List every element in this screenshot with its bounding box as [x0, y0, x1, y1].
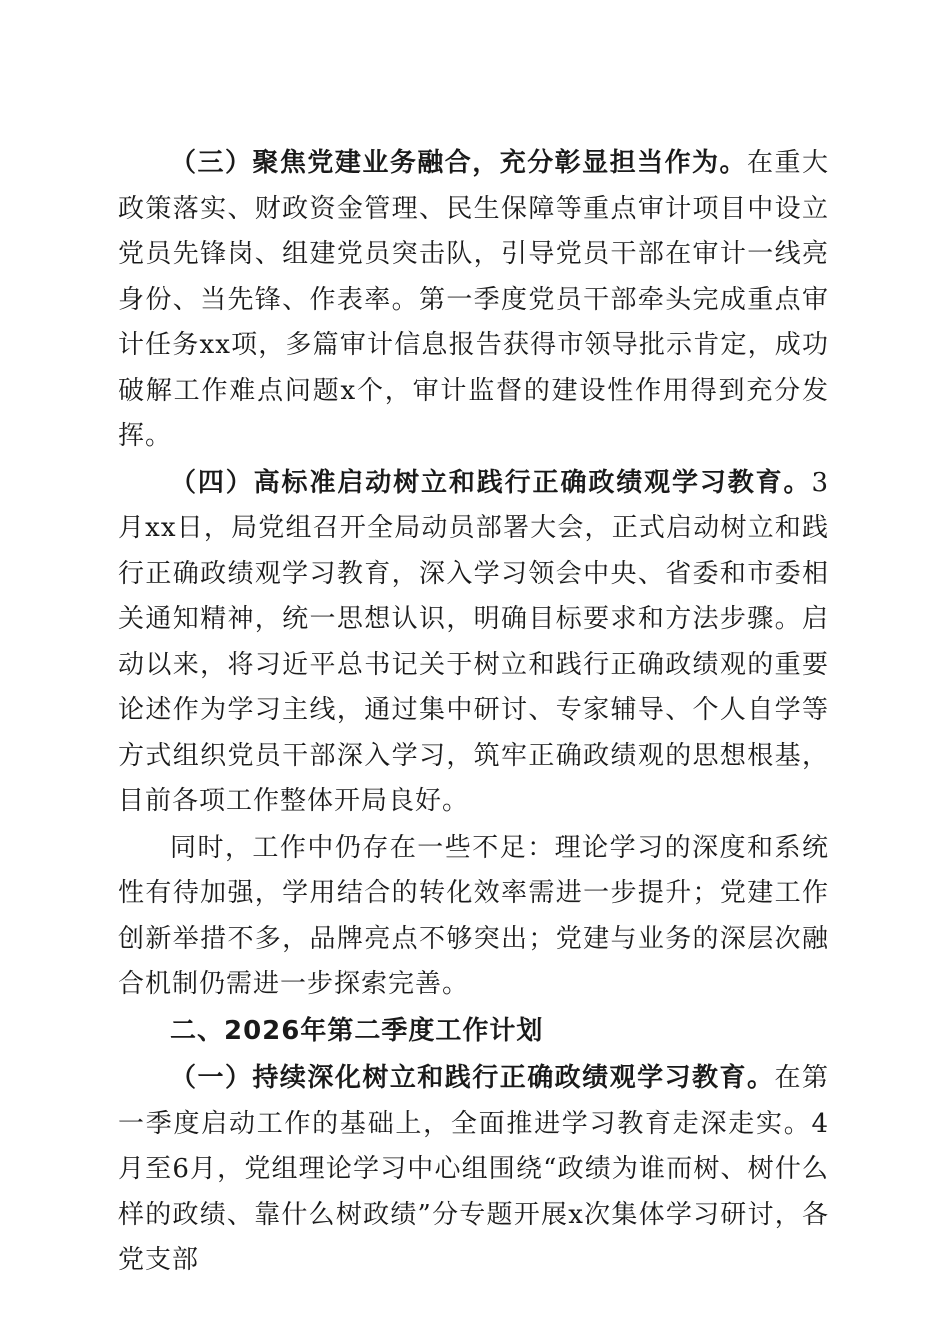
document-body [118, 141, 829, 1284]
paragraph-body-text: 在重大政策落实、财政资金管理、民生保障等重点审计项目中设立党员先锋岗、组建党员突击队，引导党员干部在审计一线亮身份、当先锋、作表率。第一季度党员干部牵头完成重点审计任务xx项，多篇审计信息报告获得市领导批示肯定，成功破解工作难点问题x个，审计监督的建设性作用得到充分发挥。 [118, 148, 829, 451]
paragraph-lead-text: （三）聚焦党建业务融合，充分彰显担当作为。 [170, 148, 748, 178]
paragraph-political-achievement-education [118, 461, 829, 825]
paragraph-plan-item-1 [118, 1056, 829, 1284]
paragraph-shortcomings [118, 826, 829, 1008]
section-heading: 二、2026年第二季度工作计划 [170, 1015, 544, 1046]
paragraph-party-business-integration [118, 141, 829, 460]
paragraph-body-text: 在第一季度启动工作的基础上，全面推进学习教育走深走实。4月至6月，党组理论学习中心组围绕“政绩为谁而树、树什么样的政绩、靠什么树政绩”分专题开展x次集体学习研讨，各党支部 [118, 1063, 829, 1275]
paragraph-lead-text: （四）高标准启动树立和践行正确政绩观学习教育。 [170, 467, 812, 498]
paragraph-body-text: 同时，工作中仍存在一些不足：理论学习的深度和系统性有待加强，学用结合的转化效率需进一步提升；党建工作创新举措不多，品牌亮点不够突出；党建与业务的深层次融合机制仍需进一步探索完善。 [118, 832, 829, 999]
paragraph-body-text: 3月xx日，局党组召开全局动员部署大会，正式启动树立和践行正确政绩观学习教育，深入学习领会中央、省委和市委相关通知精神，统一思想认识，明确目标要求和方法步骤。启动以来，将习近平总书记关于树立和践行正确政绩观的重要论述作为学习主线，通过集中研讨、专家辅导、个人自学等方式组织党员干部深入学习，筑牢正确政绩观的思想根基，目前各项工作整体开局良好。 [118, 467, 829, 816]
paragraph-lead-text: （一）持续深化树立和践行正确政绩观学习教育。 [170, 1063, 775, 1093]
